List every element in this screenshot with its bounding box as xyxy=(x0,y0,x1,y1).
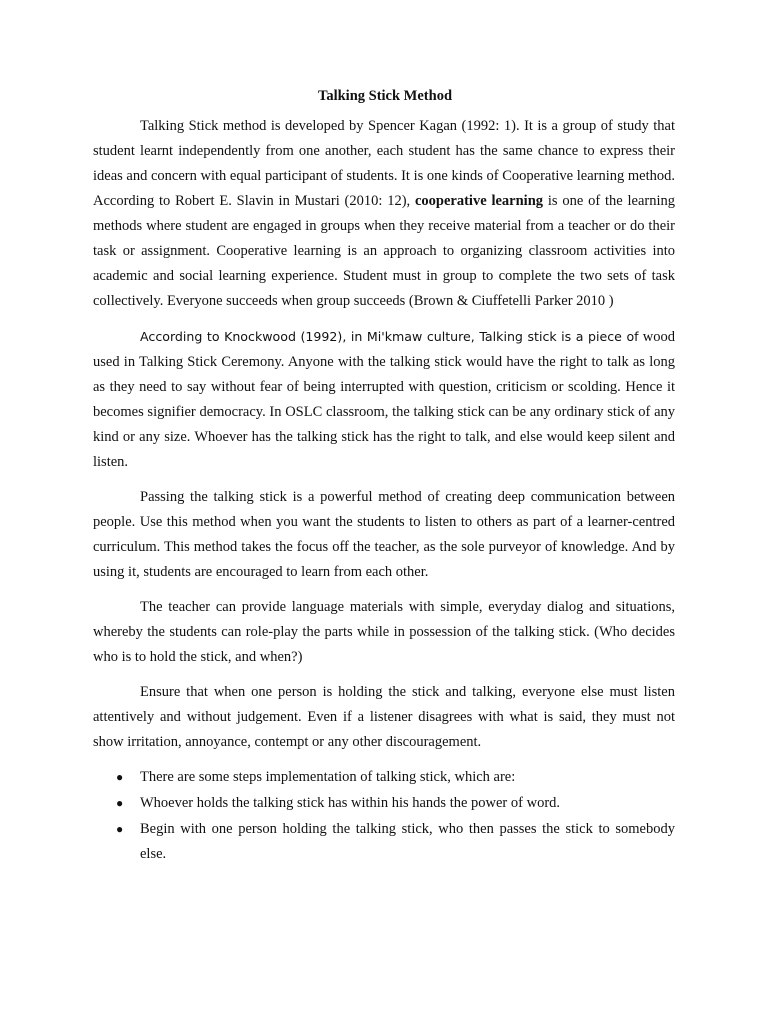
document-page xyxy=(93,86,675,868)
bullet-text: Begin with one person holding the talking stick, who then passes the stick to somebody else. xyxy=(140,821,675,862)
page-title: Talking Stick Method xyxy=(317,88,453,104)
intro-text-start: Talking Stick method is developed by Spencer Kagan (1992: 1). It is a group of study that student learnt independently from one another, each student has the same chance to express their ideas and concern with equal participant of students. It is one kinds of Cooperative learning method. According to Robert E. Slavin in Mustari (2010: 12), xyxy=(93,118,675,209)
knockwood-sans-run: According to Knockwood (1992), in Mi'kmaw culture, Talking stick is a piece of xyxy=(140,329,639,344)
bullet-text: Whoever holds the talking stick has within his hands the power of word. xyxy=(140,795,561,811)
paragraph-knockwood xyxy=(93,324,675,475)
bullet-item xyxy=(93,765,675,790)
paragraph-teacher-materials: The teacher can provide language materials with simple, everyday dialog and situations, whereby the students can role-play the parts while in possession of the talking stick. (Who decides who is to hold the stick, and when?) xyxy=(93,599,675,665)
bullet-item xyxy=(93,817,675,867)
paragraph-intro xyxy=(93,114,675,314)
bullet-dot-icon: ● xyxy=(116,796,124,810)
bullet-dot-icon: ● xyxy=(116,822,124,836)
bullet-text: There are some steps implementation of talking stick, which are: xyxy=(140,769,516,785)
bullet-dot-icon: ● xyxy=(116,770,124,784)
paragraph-ensure-listening: Ensure that when one person is holding the stick and talking, everyone else must listen attentively and without judgement. Even if a listener disagrees with what is said, they must not show irritation, annoyance, contempt or any other discouragement. xyxy=(93,684,675,750)
knockwood-text: wood used in Talking Stick Ceremony. Anyone with the talking stick would have the right to talk as long as they need to say without fear of being interrupted with question, criticism or scolding. Hence it becomes signifier democracy. In OSLC classroom, the talking stick can be any ordinary stick of any kind or any size. Whoever has the talking stick has the right to talk, and else would keep silent and listen. xyxy=(93,329,675,470)
bold-term-cooperative-learning: cooperative learning xyxy=(414,193,544,209)
intro-text-end: is one of the learning methods where student are engaged in groups when they receive material from a teacher or do their task or assignment. Cooperative learning is an approach to organizing classroom activities into academic and social learning experience. Student must in group to complete the two sets of task collectively. Everyone succeeds when group succeeds (Brown & Ciuffetelli Parker 2010 ) xyxy=(93,193,675,309)
steps-bullet-list xyxy=(93,765,675,867)
paragraph-passing-stick: Passing the talking stick is a powerful method of creating deep communication between people. Use this method when you want the students to listen to others as part of a learner-centred curriculum. This method takes the focus off the teacher, as the sole purveyor of knowledge. And by using it, students are encouraged to learn from each other. xyxy=(93,489,675,580)
bullet-item xyxy=(93,791,675,816)
